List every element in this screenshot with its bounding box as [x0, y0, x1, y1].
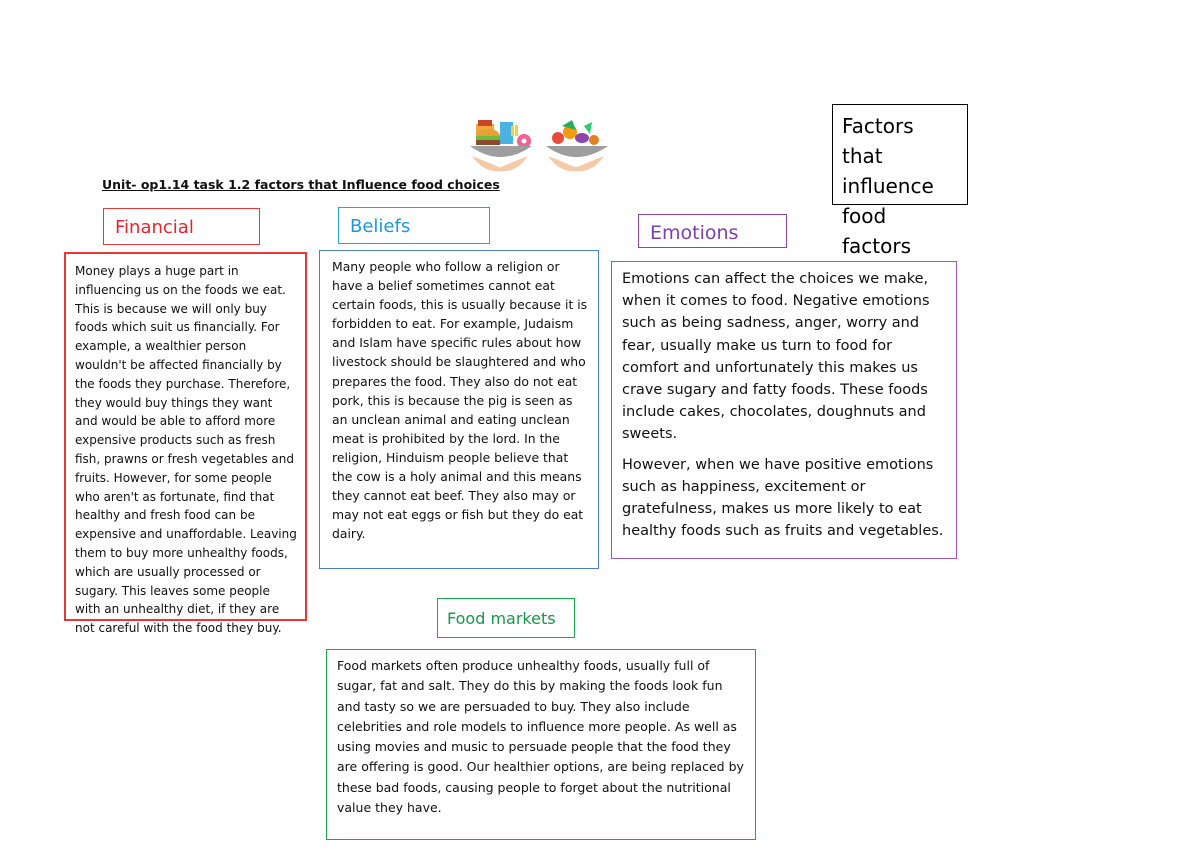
beliefs-heading-label: Beliefs [350, 216, 411, 237]
emotions-text-paragraph-2: However, when we have positive emotions such as happiness, excitement or gratefulness, makes us more likely to eat healthy foods such as fruits and vegetables. [622, 456, 944, 540]
emotions-heading [638, 214, 787, 248]
healthy-food-bowl-icon [546, 120, 608, 171]
emotions-text-paragraph-1: Emotions can affect the choices we make, when it comes to food. Negative emotions such as being sadness, anger, worry and fear, usually make us turn to food for comfort and unfortunately this makes us crave sugary and fatty foods. These foods include cakes, chocolates, doughnuts and sweets. [622, 271, 930, 443]
food-markets-text: Food markets often produce unhealthy foods, usually full of sugar, fat and salt. They do this by making the foods look fun and tasty so we are persuaded to buy. They also include celebrities and role models to influence more people. As well as using movies and music to persuade people that the food they are offering is good. Our healthier options, are being replaced by these bad foods, causing people to forget about the nutritional value they have. [337, 658, 744, 816]
junk-food-bowl-icon [470, 120, 532, 171]
emotions-heading-label: Emotions [650, 222, 739, 244]
financial-heading [103, 208, 260, 245]
food-markets-heading-label: Food markets [447, 609, 556, 628]
emotions-text-box [611, 261, 957, 559]
main-title: Factors that influence food factors [842, 114, 934, 258]
beliefs-text-box [319, 250, 599, 569]
financial-heading-label: Financial [115, 217, 194, 238]
beliefs-text: Many people who follow a religion or have a belief sometimes cannot eat certain foods, this is usually because it is forbidden to eat. For example, Judaism and Islam have specific rules about how livestock should be slaughtered and who prepares the food. They also do not eat pork, this is because the pig is seen as an unclean animal and eating unclean meat is prohibited by the lord. In the religion, Hinduism people believe that the cow is a holy animal and this means they cannot eat beef. They also may or may not eat eggs or fish but they do eat dairy. [332, 259, 588, 542]
financial-text: Money plays a huge part in influencing us on the foods we eat. This is because we will only buy foods which suit us financially. For example, a wealthier person wouldn't be affected financially by the foods they purchase. Therefore, they would buy things they want and would be able to afford more expensive products such as fresh fish, prawns or fresh vegetables and fruits. However, for some people who aren't as fortunate, find that healthy and fresh food can be expensive and unaffordable. Leaving them to buy more unhealthy foods, which are usually processed or sugary. This leaves some people with an unhealthy diet, if they are not careful with the food they buy. [75, 264, 297, 636]
financial-text-box [64, 252, 307, 636]
food-markets-text-box [326, 649, 756, 840]
food-markets-heading [437, 598, 575, 638]
beliefs-heading [338, 207, 490, 244]
main-title-box [832, 104, 968, 258]
unit-title: Unit- op1.14 task 1.2 factors that Influence food choices [102, 177, 500, 192]
